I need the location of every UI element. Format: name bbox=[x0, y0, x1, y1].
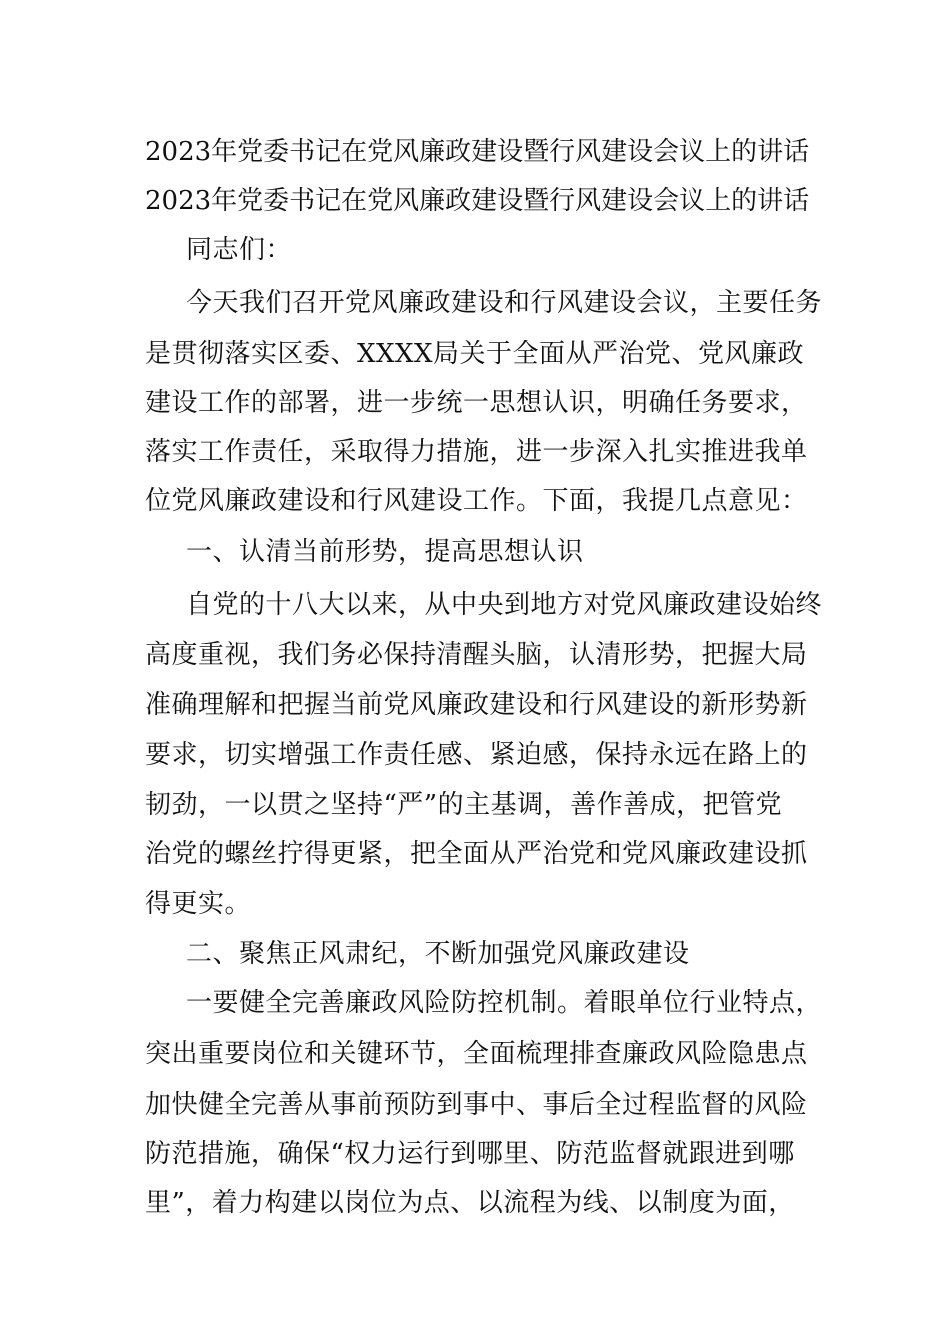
paragraph-2-line-4: 要求，切实增强工作责任感、紧迫感，保持永远在路上的 bbox=[145, 740, 808, 770]
document-title-line-2: 2023年党委书记在党风廉政建设暨行风建设会议上的讲话 bbox=[145, 186, 810, 216]
paragraph-1-line-5: 位党风廉政建设和行风建设工作。下面，我提几点意见： bbox=[145, 486, 808, 516]
paragraph-2-line-3: 准确理解和把握当前党风廉政建设和行风建设的新形势新 bbox=[145, 690, 808, 720]
document-title-line-1: 2023年党委书记在党风廉政建设暨行风建设会议上的讲话 bbox=[145, 137, 810, 167]
paragraph-1-line-1: 今天我们召开党风廉政建设和行风建设会议，主要任务 bbox=[186, 288, 823, 318]
greeting: 同志们： bbox=[186, 235, 293, 265]
paragraph-2-line-7: 得更实。 bbox=[145, 889, 252, 919]
section-heading-1: 一、认清当前形势，提高思想认识 bbox=[186, 537, 584, 567]
paragraph-3-line-2: 突出重要岗位和关键环节，全面梳理排查廉政风险隐患点 bbox=[145, 1039, 808, 1069]
paragraph-3-line-4: 防范措施，确保“权力运行到哪里、防范监督就跟进到哪 bbox=[145, 1139, 795, 1169]
paragraph-2-line-5: 韧劲，一以贯之坚持“严”的主基调，善作善成，把管党 bbox=[145, 790, 783, 820]
paragraph-2-line-6: 治党的螺丝拧得更紧，把全面从严治党和党风廉政建设抓 bbox=[145, 839, 808, 869]
paragraph-3-line-3: 加快健全完善从事前预防到事中、事后全过程监督的风险 bbox=[145, 1090, 808, 1120]
paragraph-2-line-2: 高度重视，我们务必保持清醒头脑，认清形势，把握大局 bbox=[145, 640, 808, 670]
paragraph-1-line-4: 落实工作责任，采取得力措施，进一步深入扎实推进我单 bbox=[145, 437, 808, 467]
paragraph-2-line-1: 自党的十八大以来，从中央到地方对党风廉政建设始终 bbox=[186, 590, 823, 620]
paragraph-3-line-1: 一要健全完善廉政风险防控机制。着眼单位行业特点， bbox=[186, 988, 823, 1018]
paragraph-1-line-3: 建设工作的部署，进一步统一思想认识，明确任务要求， bbox=[145, 388, 808, 418]
section-heading-2: 二、聚焦正风肃纪，不断加强党风廉政建设 bbox=[186, 939, 690, 969]
paragraph-1-line-2: 是贯彻落实区委、XXXX局关于全面从严治党、党风廉政 bbox=[145, 339, 805, 369]
paragraph-3-line-5: 里”，着力构建以岗位为点、以流程为线、以制度为面， bbox=[145, 1188, 795, 1218]
